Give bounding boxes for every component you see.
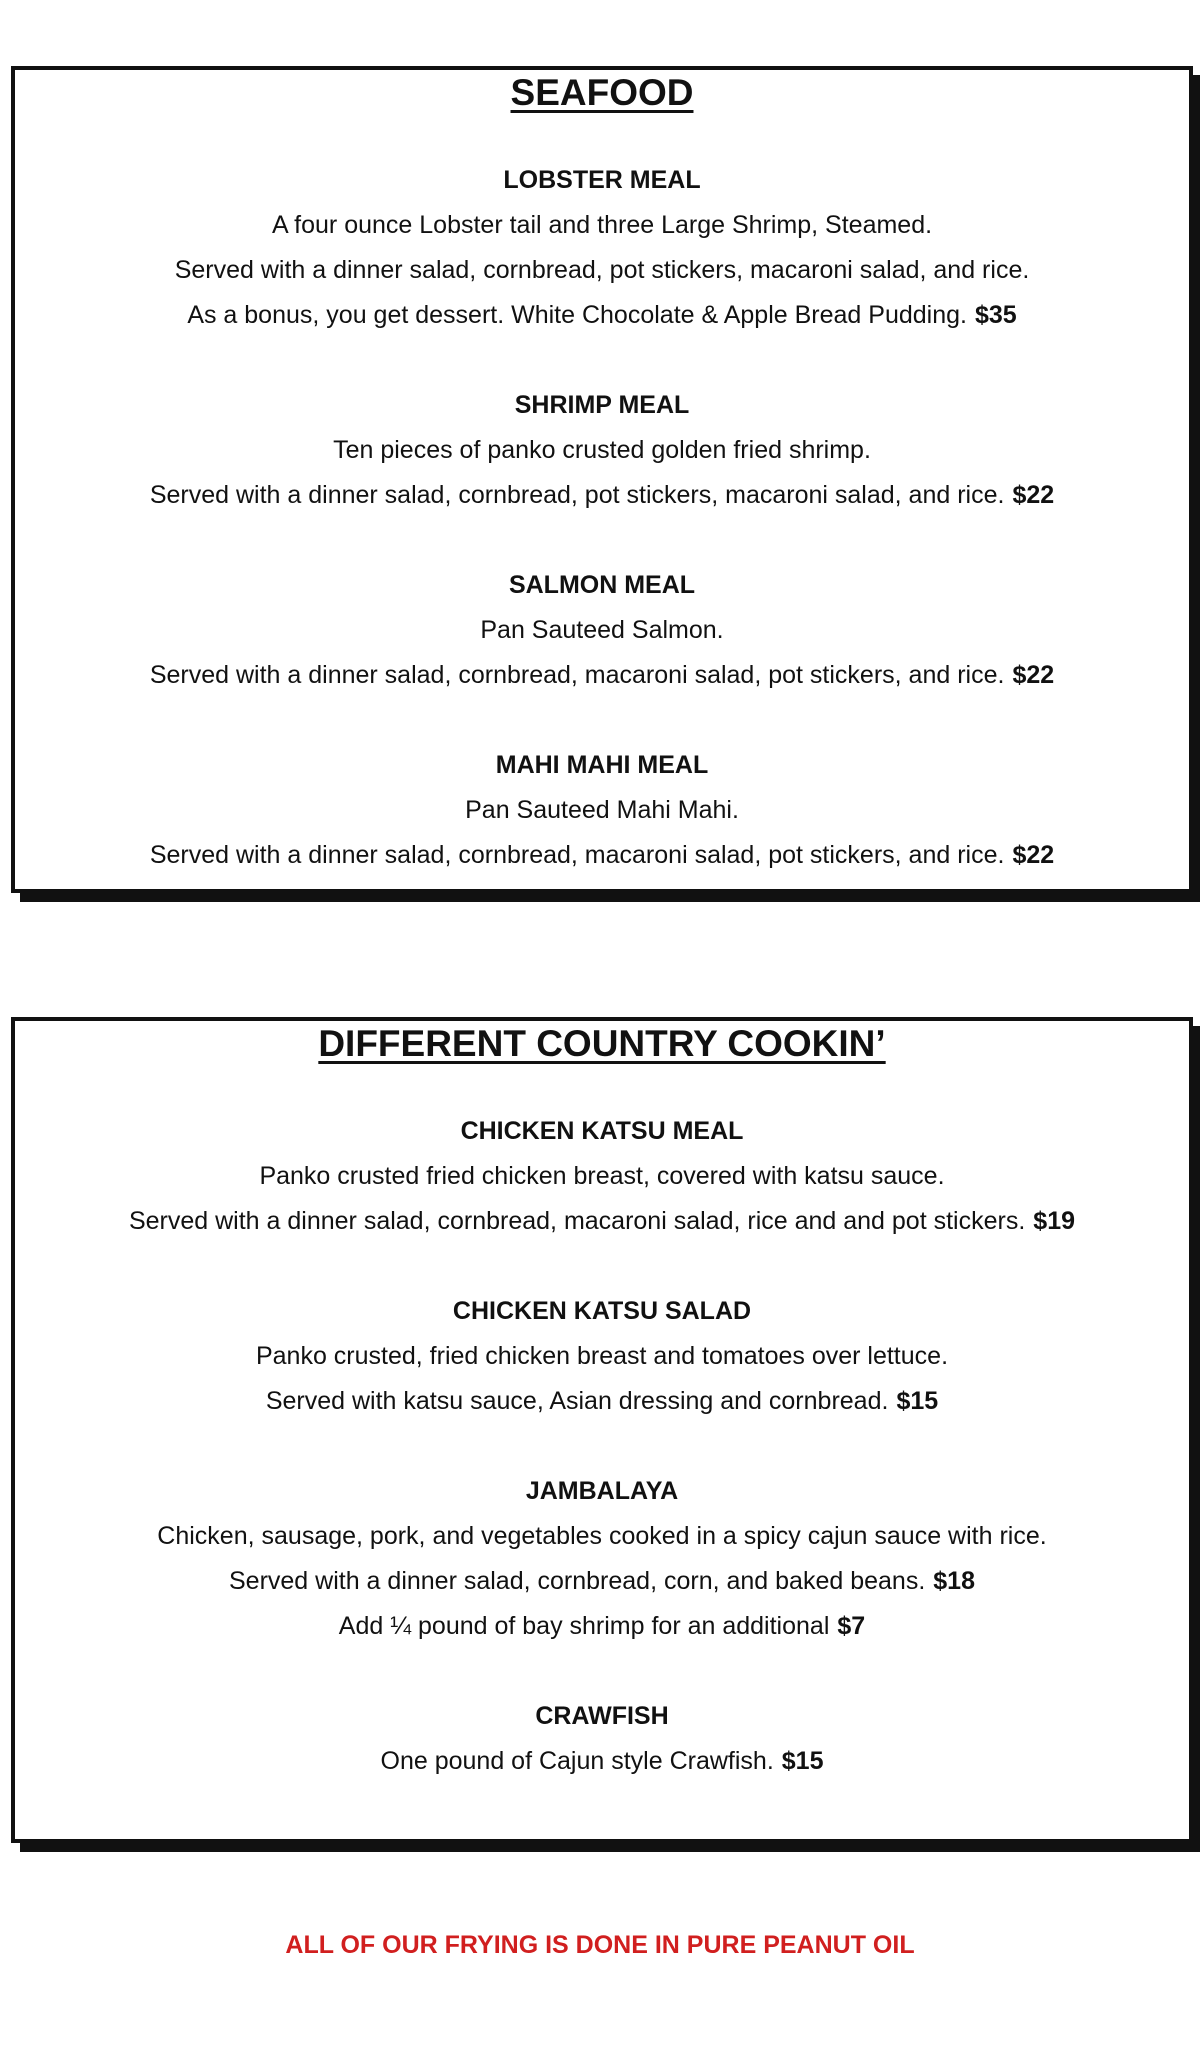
item-description: Add ¼ pound of bay shrimp for an additional $7 [338, 1612, 866, 1640]
item-name: CHICKEN KATSU SALAD [452, 1297, 752, 1325]
section-title: DIFFERENT COUNTRY COOKIN’ [318, 1023, 886, 1064]
item-name: LOBSTER MEAL [503, 166, 701, 194]
menu-section-seafood [11, 66, 1193, 893]
item-description: Pan Sauteed Salmon. [480, 616, 724, 644]
item-price: $15 [781, 1747, 824, 1775]
item-description: Pan Sauteed Mahi Mahi. [465, 796, 739, 824]
menu-item-shrimp-meal [15, 383, 1189, 518]
item-description: Served with a dinner salad, cornbread, corn, and baked beans. $18 [229, 1567, 975, 1595]
item-name: JAMBALAYA [525, 1477, 679, 1505]
item-name: SALMON MEAL [508, 571, 696, 599]
item-name: CRAWFISH [535, 1702, 669, 1730]
item-description: One pound of Cajun style Crawfish. $15 [380, 1747, 824, 1775]
item-price: $19 [1033, 1207, 1076, 1235]
item-description: Panko crusted, fried chicken breast and tomatoes over lettuce. [255, 1342, 949, 1370]
item-description: Served with a dinner salad, cornbread, macaroni salad, rice and and pot stickers. $19 [128, 1207, 1076, 1235]
item-description: Served with katsu sauce, Asian dressing and cornbread. $15 [265, 1387, 939, 1415]
item-description: Served with a dinner salad, cornbread, pot stickers, macaroni salad, and rice. $22 [149, 481, 1055, 509]
item-name: SHRIMP MEAL [514, 391, 690, 419]
item-description: Panko crusted fried chicken breast, covered with katsu sauce. [259, 1162, 945, 1190]
menu-section-country-cookin [11, 1017, 1193, 1843]
item-price: $22 [1012, 841, 1055, 869]
item-description: Chicken, sausage, pork, and vegetables cooked in a spicy cajun sauce with rice. [157, 1522, 1047, 1550]
item-price: $15 [896, 1387, 939, 1415]
menu-item-chicken-katsu-meal [15, 1109, 1189, 1244]
menu-item-crawfish [15, 1694, 1189, 1784]
menu-item-salmon-meal [15, 563, 1189, 698]
item-price: $22 [1012, 481, 1055, 509]
item-description: Served with a dinner salad, cornbread, macaroni salad, pot stickers, and rice. $22 [149, 841, 1055, 869]
item-description: Served with a dinner salad, cornbread, macaroni salad, pot stickers, and rice. $22 [149, 661, 1055, 689]
item-description: Ten pieces of panko crusted golden fried shrimp. [333, 436, 871, 464]
item-price: $22 [1012, 661, 1055, 689]
item-description: A four ounce Lobster tail and three Large Shrimp, Steamed. [271, 211, 933, 239]
item-description: Served with a dinner salad, cornbread, pot stickers, macaroni salad, and rice. [174, 256, 1030, 284]
menu-item-chicken-katsu-salad [15, 1289, 1189, 1424]
item-name: MAHI MAHI MEAL [495, 751, 709, 779]
menu-item-lobster-meal [15, 158, 1189, 338]
item-description: As a bonus, you get dessert. White Chocolate & Apple Bread Pudding. $35 [187, 301, 1017, 329]
item-name: CHICKEN KATSU MEAL [460, 1117, 744, 1145]
section-title: SEAFOOD [510, 72, 694, 113]
item-price: $7 [837, 1612, 866, 1640]
peanut-oil-notice: ALL OF OUR FRYING IS DONE IN PURE PEANUT OIL [285, 1931, 915, 1959]
item-price: $18 [933, 1567, 975, 1595]
menu-item-mahi-mahi-meal [15, 743, 1189, 878]
menu-item-jambalaya [15, 1469, 1189, 1649]
item-price: $35 [974, 301, 1017, 329]
